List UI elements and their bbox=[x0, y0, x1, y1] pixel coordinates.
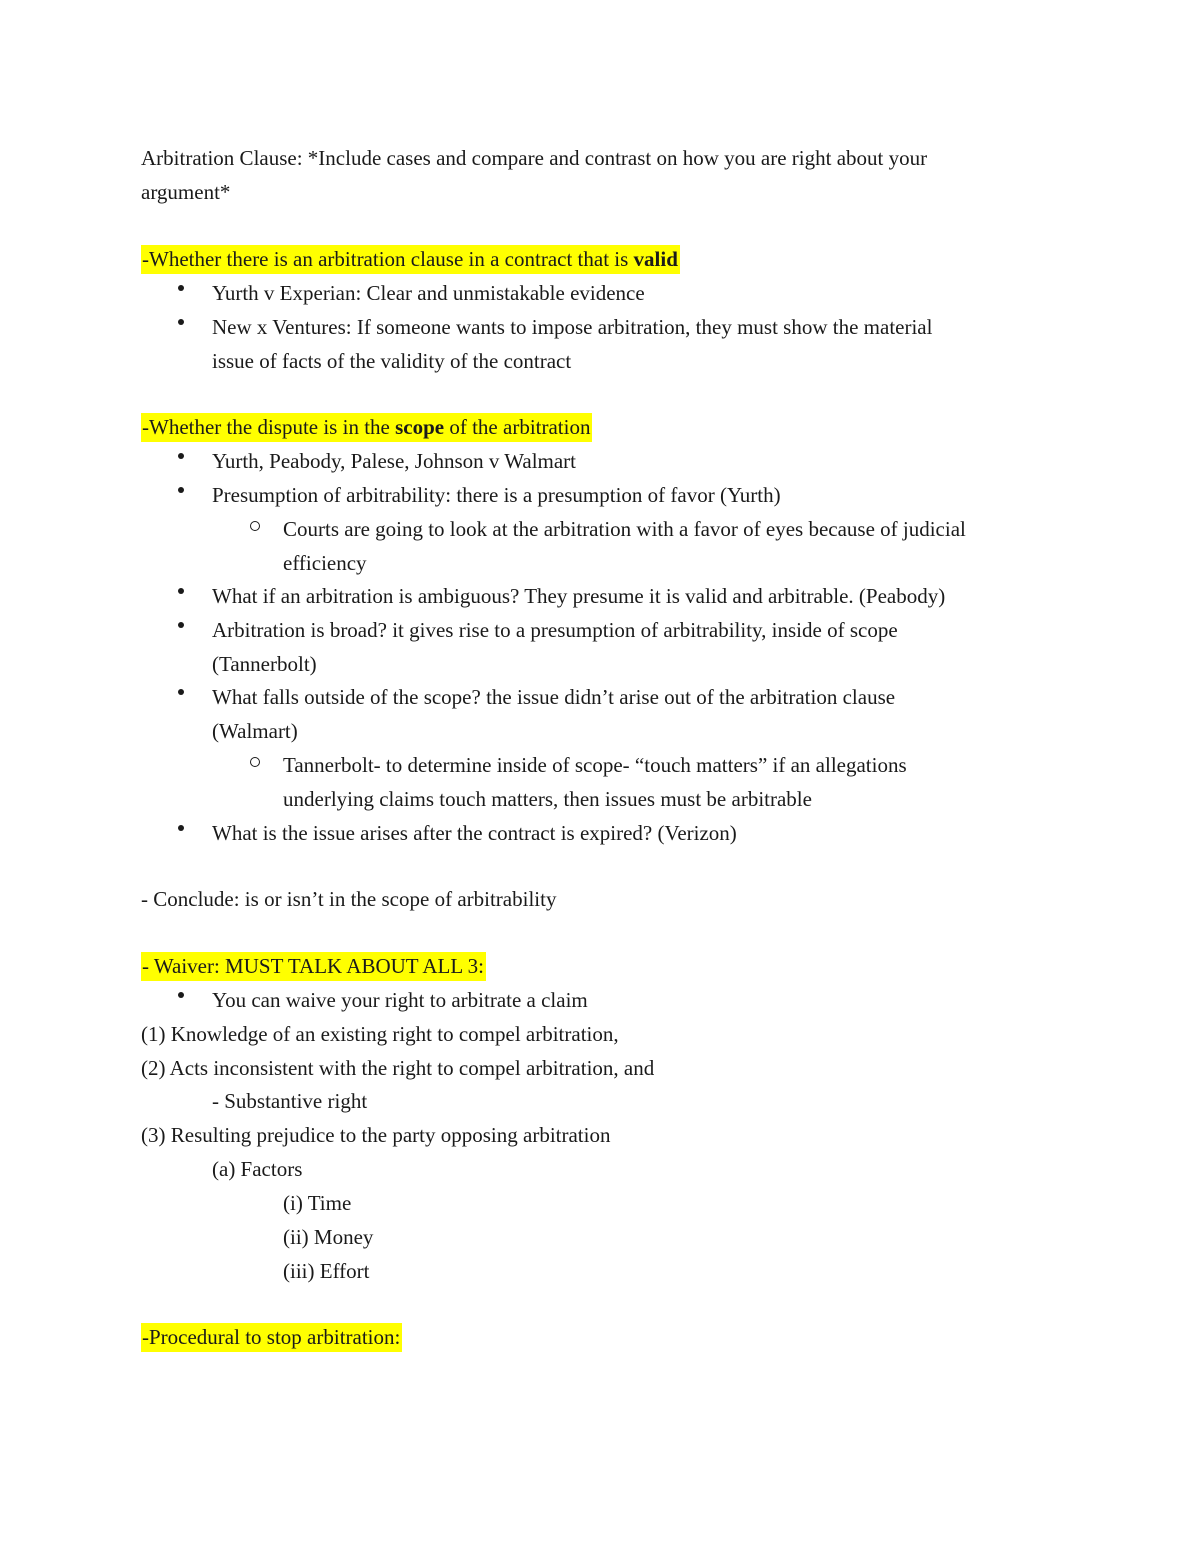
waiver-item-1: (1) Knowledge of an existing right to compel arbitration, bbox=[141, 1022, 619, 1046]
bullet-icon bbox=[178, 689, 184, 695]
list-item: What falls outside of the scope? the issue didn’t arise out of the arbitration clause bbox=[212, 685, 896, 709]
sub-list-item-continuation: underlying claims touch matters, then issues must be arbitrable bbox=[283, 787, 812, 811]
bullet-icon bbox=[178, 825, 184, 831]
heading-procedural bbox=[141, 1320, 402, 1354]
waiver-factor-time: (i) Time bbox=[283, 1191, 352, 1215]
highlight-waiver: - Waiver: MUST TALK ABOUT ALL 3: bbox=[141, 952, 486, 981]
heading-valid bbox=[141, 242, 680, 276]
waiver-factor-effort: (iii) Effort bbox=[283, 1259, 370, 1283]
bullet-icon bbox=[178, 992, 184, 998]
bullet-icon bbox=[178, 622, 184, 628]
waiver-factor-money: (ii) Money bbox=[283, 1225, 374, 1249]
heading-scope bbox=[141, 410, 592, 444]
list-item: Yurth v Experian: Clear and unmistakable evidence bbox=[212, 281, 645, 305]
bullet-icon bbox=[178, 453, 184, 459]
bullet-icon bbox=[178, 588, 184, 594]
waiver-item-2: (2) Acts inconsistent with the right to compel arbitration, and bbox=[141, 1056, 655, 1080]
sub-list-item-continuation: efficiency bbox=[283, 551, 367, 575]
highlight-procedural: -Procedural to stop arbitration: bbox=[141, 1323, 402, 1352]
waiver-sub-item: - Substantive right bbox=[212, 1089, 368, 1113]
sub-list-item: Courts are going to look at the arbitration with a favor of eyes because of judicial bbox=[283, 517, 966, 541]
list-item-continuation: issue of facts of the validity of the contract bbox=[212, 349, 572, 373]
sub-bullet-icon bbox=[250, 757, 260, 767]
list-item: What is the issue arises after the contract is expired? (Verizon) bbox=[212, 821, 737, 845]
bullet-icon bbox=[178, 285, 184, 291]
highlight-valid: -Whether there is an arbitration clause in a contract that is valid bbox=[141, 245, 680, 274]
sub-bullet-icon bbox=[250, 521, 260, 531]
list-item: You can waive your right to arbitrate a claim bbox=[212, 988, 588, 1012]
heading-waiver bbox=[141, 949, 486, 983]
list-item-continuation: (Tannerbolt) bbox=[212, 652, 317, 676]
list-item: Arbitration is broad? it gives rise to a presumption of arbitrability, inside of scope bbox=[212, 618, 898, 642]
conclude-line: - Conclude: is or isn’t in the scope of arbitrability bbox=[141, 887, 557, 911]
list-item-continuation: (Walmart) bbox=[212, 719, 298, 743]
list-item: What if an arbitration is ambiguous? They presume it is valid and arbitrable. (Peabody) bbox=[212, 584, 946, 608]
sub-list-item: Tannerbolt- to determine inside of scope- “touch matters” if an allegations bbox=[283, 753, 907, 777]
list-item: Presumption of arbitrability: there is a presumption of favor (Yurth) bbox=[212, 483, 781, 507]
bullet-icon bbox=[178, 319, 184, 325]
title-line-2: argument* bbox=[141, 180, 231, 204]
waiver-factors: (a) Factors bbox=[212, 1157, 303, 1181]
waiver-item-3: (3) Resulting prejudice to the party opposing arbitration bbox=[141, 1123, 611, 1147]
highlight-scope: -Whether the dispute is in the scope of the arbitration bbox=[141, 413, 592, 442]
bullet-icon bbox=[178, 487, 184, 493]
title-line-1: Arbitration Clause: *Include cases and compare and contrast on how you are right about your bbox=[141, 146, 928, 170]
list-item: New x Ventures: If someone wants to impose arbitration, they must show the material bbox=[212, 315, 933, 339]
list-item: Yurth, Peabody, Palese, Johnson v Walmart bbox=[212, 449, 577, 473]
